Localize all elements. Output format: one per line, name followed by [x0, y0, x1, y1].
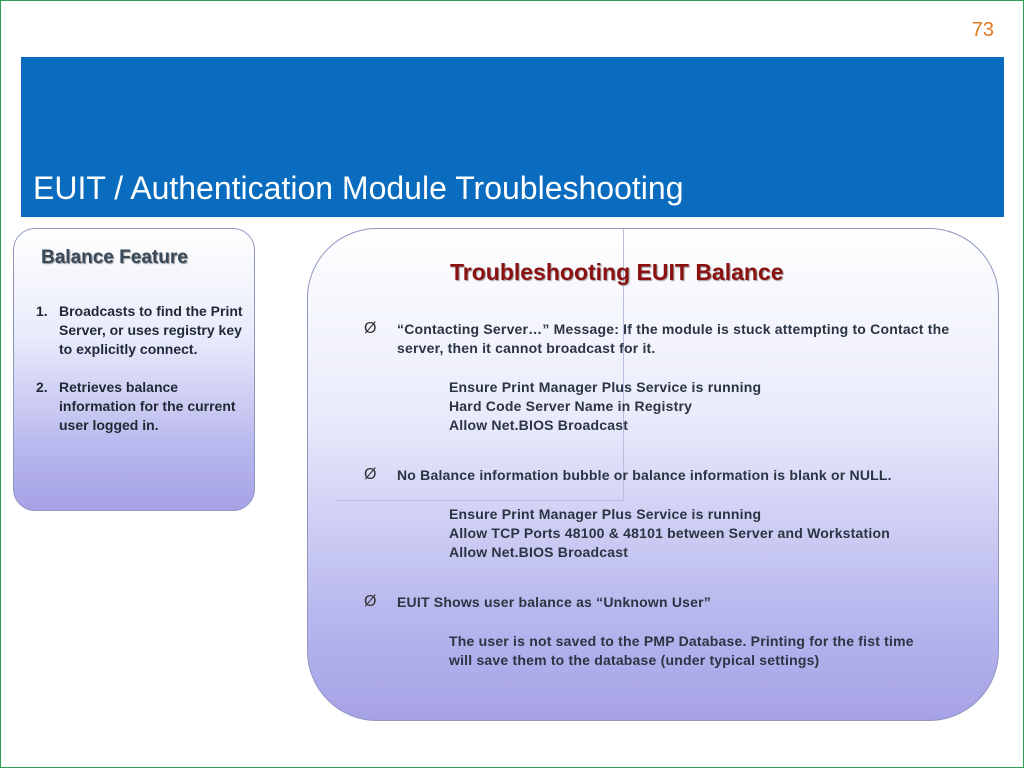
slide-title: EUIT / Authentication Module Troubleshooting: [33, 170, 684, 206]
fix-item: Hard Code Server Name in Registry: [449, 398, 693, 414]
balance-feature-box: [13, 228, 255, 511]
fix-item: Ensure Print Manager Plus Service is running: [449, 379, 762, 395]
header-band: [21, 57, 1004, 217]
feature-list: [36, 302, 246, 454]
fix-item: Ensure Print Manager Plus Service is running: [449, 506, 762, 522]
fix-list: [449, 378, 969, 435]
issue-text: No Balance information bubble or balance information is blank or NULL.: [397, 467, 892, 483]
arrow-bullet-icon: Ø: [364, 466, 377, 483]
balance-feature-heading: Balance Feature: [41, 247, 188, 268]
fix-item: The user is not saved to the PMP Database. Printing for the fist time will save them to the database (under typical settings): [449, 633, 914, 668]
fix-list: [449, 632, 919, 670]
arrow-bullet-icon: Ø: [364, 320, 377, 337]
list-item: [36, 302, 246, 359]
list-item-number: 1.: [36, 303, 48, 319]
issue-text: EUIT Shows user balance as “Unknown User”: [397, 594, 711, 610]
list-item-text: Retrieves balance information for the current user logged in.: [59, 379, 236, 433]
list-item-number: 2.: [36, 379, 48, 395]
page-number: 73: [971, 19, 994, 41]
list-item-text: Broadcasts to find the Print Server, or uses registry key to explicitly connect.: [59, 303, 243, 357]
troubleshooting-heading: Troubleshooting EUIT Balance: [450, 259, 784, 285]
list-item: [36, 378, 246, 435]
fix-item: Allow TCP Ports 48100 & 48101 between Server and Workstation: [449, 525, 890, 541]
fix-item: Allow Net.BIOS Broadcast: [449, 544, 629, 560]
arrow-bullet-icon: Ø: [364, 593, 377, 610]
fix-list: [449, 505, 969, 562]
troubleshooting-box: [307, 228, 999, 721]
fix-item: Allow Net.BIOS Broadcast: [449, 417, 629, 433]
issue-text: “Contacting Server…” Message: If the module is stuck attempting to Contact the server, then it cannot broadcast for it.: [397, 321, 950, 356]
